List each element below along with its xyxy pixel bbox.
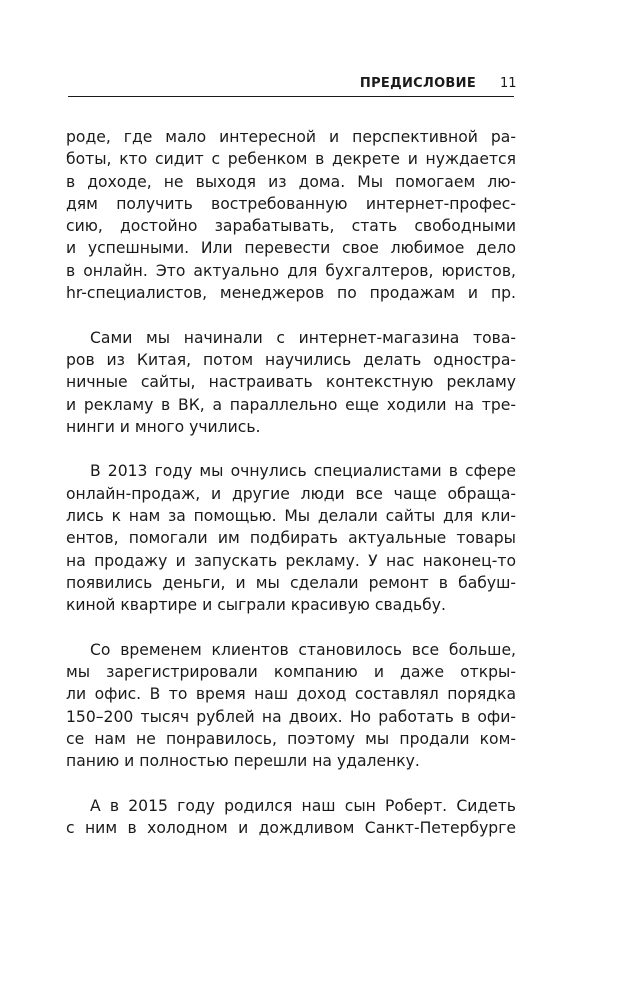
- text-line: ров из Китая, потом научились делать одностра-: [66, 350, 516, 369]
- text-line: боты, кто сидит с ребенком в декрете и нуждается: [66, 150, 516, 169]
- text-line: панию и полностью перешли на удаленку.: [66, 752, 420, 771]
- paragraph-2: [66, 327, 516, 438]
- text-line: се нам не понравилось, поэтому мы продали ком-: [66, 730, 516, 749]
- text-line: онлайн-продаж, и другие люди все чаще обраща-: [66, 484, 516, 503]
- text-line: hr-специалистов, менеджеров по продажам и пр.: [66, 284, 516, 303]
- paragraph-1: [66, 126, 516, 304]
- text-line: дям получить востребованную интернет-профес-: [66, 194, 516, 213]
- text-line: 150–200 тысяч рублей на двоих. Но работать в офи-: [66, 707, 516, 726]
- section-title: ПРЕДИСЛОВИЕ: [359, 76, 476, 91]
- text-line: и рекламу в ВК, а параллельно еще ходили на тре-: [66, 395, 516, 414]
- text-line: мы зарегистрировали компанию и даже откры-: [66, 663, 516, 682]
- text-line: в онлайн. Это актуально для бухгалтеров, юристов,: [66, 261, 516, 280]
- text-line: Сами мы начинали с интернет-магазина това-: [90, 328, 516, 347]
- text-line: лись к нам за помощью. Мы делали сайты для кли-: [66, 507, 516, 526]
- text-line: нинги и много учились.: [66, 417, 261, 436]
- text-line: Со временем клиентов становилось все больше,: [90, 640, 516, 659]
- text-line: ничные сайты, настраивать контекстную рекламу: [66, 373, 516, 392]
- text-line: сию, достойно зарабатывать, стать свободными: [66, 217, 516, 236]
- paragraph-4: [66, 639, 516, 773]
- paragraph-3: [66, 460, 516, 616]
- running-header: [68, 76, 517, 94]
- page-number: 11: [500, 76, 517, 91]
- body-text: [66, 126, 516, 862]
- header-rule: [68, 96, 514, 97]
- text-line: на продажу и запускать рекламу. У нас наконец-то: [66, 551, 516, 570]
- text-line: В 2013 году мы очнулись специалистами в сфере: [90, 462, 516, 481]
- text-line: с ним в холодном и дождливом Санкт-Петербурге: [66, 819, 516, 838]
- text-line: ли офис. В то время наш доход составлял порядка: [66, 685, 516, 704]
- text-line: появились деньги, и мы сделали ремонт в бабуш-: [66, 573, 516, 592]
- paragraph-5: [66, 795, 516, 840]
- text-line: в доходе, не выходя из дома. Мы помогаем лю-: [66, 172, 516, 191]
- text-line: и успешными. Или перевести свое любимое дело: [66, 239, 516, 258]
- text-line: роде, где мало интересной и перспективной ра-: [66, 128, 516, 146]
- text-line: А в 2015 году родился наш сын Роберт. Сидеть: [90, 796, 516, 815]
- text-line: киной квартире и сыграли красивую свадьбу.: [66, 596, 446, 615]
- text-line: ентов, помогали им подбирать актуальные товары: [66, 529, 516, 548]
